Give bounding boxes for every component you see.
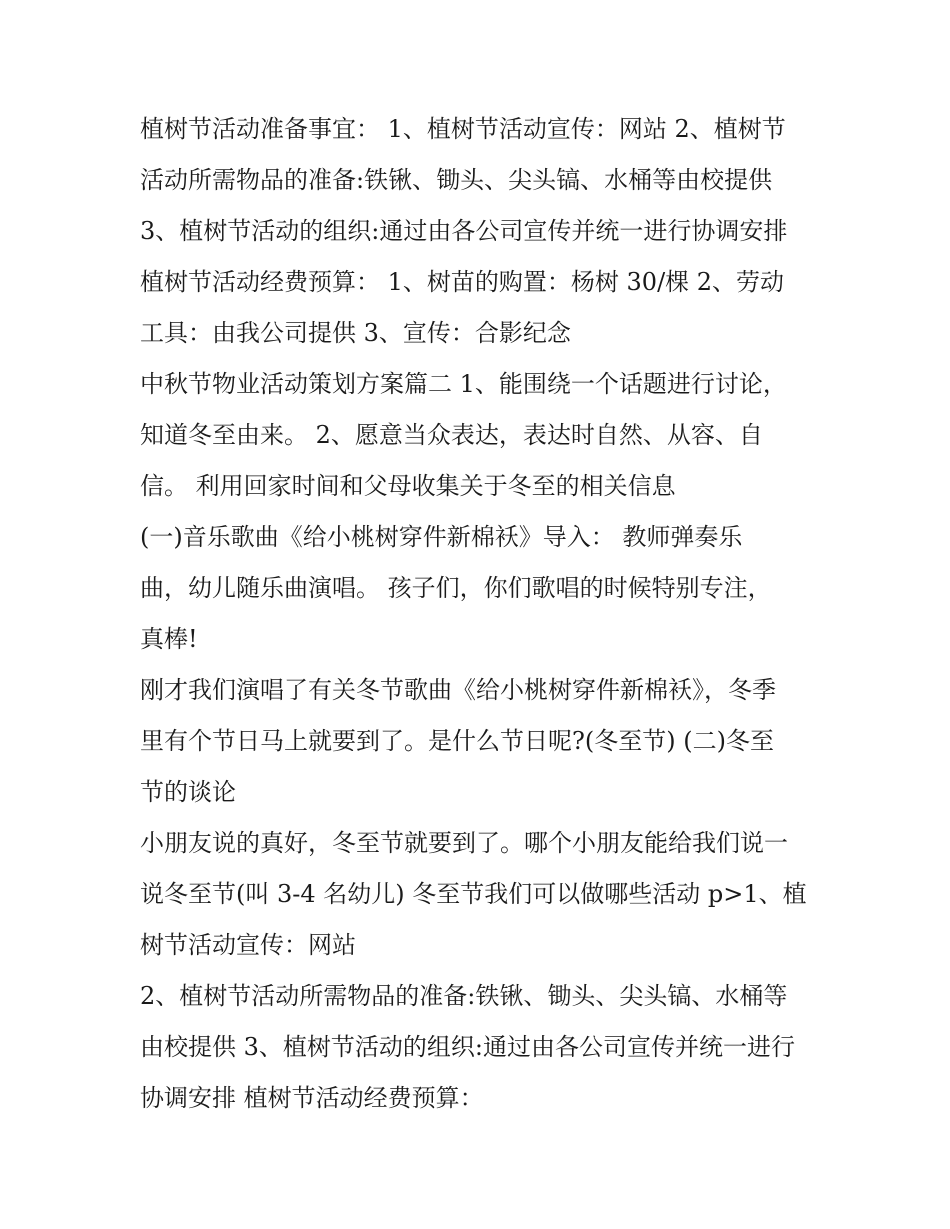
text-line: 中秋节物业活动策划方案篇二 1、能围绕一个话题进行讨论， (140, 370, 787, 398)
text-line: 节的谈论 (140, 778, 236, 806)
text-line: 说冬至节(叫 3-4 名幼儿) 冬至节我们可以做哪些活动 p>1、植 (140, 880, 807, 908)
body-text (140, 104, 820, 1124)
text-line: 信。 利用回家时间和父母收集关于冬至的相关信息 (140, 472, 676, 500)
text-line: 2、植树节活动所需物品的准备:铁锹、锄头、尖头镐、水桶等 (140, 982, 788, 1010)
text-line: 小朋友说的真好，冬至节就要到了。哪个小朋友能给我们说一 (140, 829, 788, 857)
text-line: 刚才我们演唱了有关冬节歌曲《给小桃树穿件新棉袄》，冬季 (140, 676, 776, 704)
text-line: 知道冬至由来。 2、愿意当众表达，表达时自然、从容、自 (140, 421, 763, 449)
text-line: 植树节活动准备事宜： 1、植树节活动宣传：网站 2、植树节 (140, 115, 786, 143)
text-line: 工具：由我公司提供 3、宣传：合影纪念 (140, 319, 571, 347)
text-line: (一)音乐歌曲《给小桃树穿件新棉袄》导入： 教师弹奏乐 (140, 523, 743, 551)
text-line: 树节活动宣传：网站 (140, 931, 356, 959)
text-line: 活动所需物品的准备:铁锹、锄头、尖头镐、水桶等由校提供 (140, 166, 773, 194)
text-line: 协调安排 植树节活动经费预算： (140, 1084, 484, 1112)
text-line: 3、植树节活动的组织:通过由各公司宣传并统一进行协调安排 (140, 217, 788, 245)
text-line: 真棒! (140, 625, 198, 653)
text-line: 里有个节日马上就要到了。是什么节日呢?(冬至节) (二)冬至 (140, 727, 774, 755)
text-line: 植树节活动经费预算： 1、树苗的购置：杨树 30/棵 2、劳动 (140, 268, 785, 296)
text-line: 由校提供 3、植树节活动的组织:通过由各公司宣传并统一进行 (140, 1033, 795, 1061)
text-line: 曲，幼儿随乐曲演唱。 孩子们，你们歌唱的时候特别专注， (140, 574, 772, 602)
